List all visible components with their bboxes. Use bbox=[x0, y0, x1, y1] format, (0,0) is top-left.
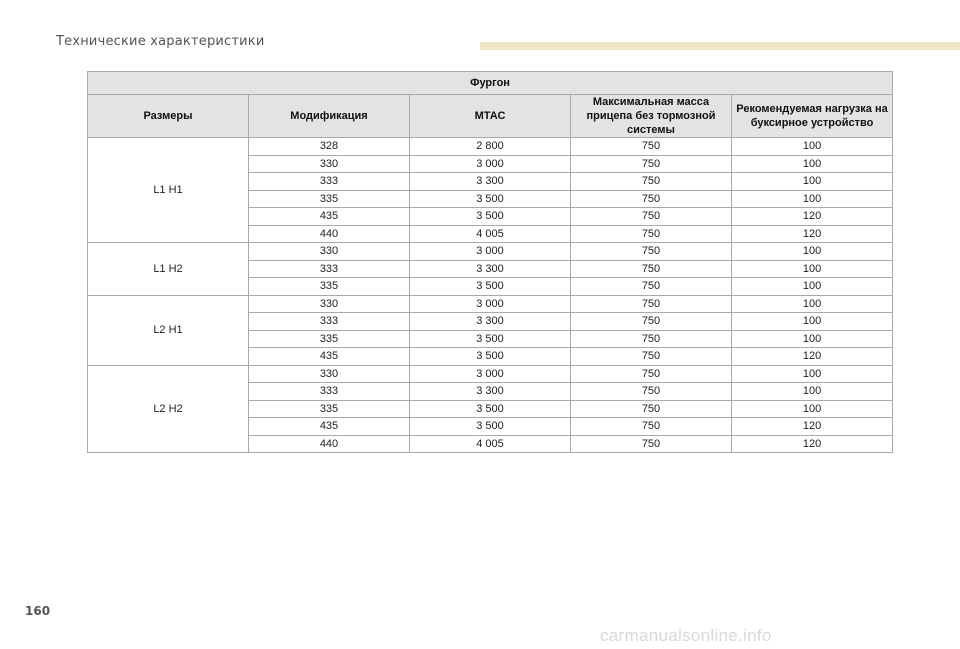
modification-cell: 330 bbox=[249, 243, 410, 261]
dimension-cell: L2 H2 bbox=[88, 365, 249, 453]
trailer-mass-cell: 750 bbox=[571, 173, 732, 191]
modification-cell: 335 bbox=[249, 400, 410, 418]
table-row bbox=[88, 295, 893, 313]
towbar-load-cell: 120 bbox=[732, 435, 893, 453]
towbar-load-cell: 100 bbox=[732, 260, 893, 278]
column-header-towbar-load: Рекомендуемая нагрузка на буксирное устройство bbox=[732, 95, 893, 138]
table-body bbox=[88, 138, 893, 453]
gvw-cell: 4 005 bbox=[410, 435, 571, 453]
modification-cell: 333 bbox=[249, 383, 410, 401]
trailer-mass-cell: 750 bbox=[571, 330, 732, 348]
gvw-cell: 3 500 bbox=[410, 208, 571, 226]
modification-cell: 333 bbox=[249, 313, 410, 331]
modification-cell: 330 bbox=[249, 155, 410, 173]
modification-cell: 330 bbox=[249, 365, 410, 383]
column-header-unbraked-trailer-mass: Максимальная масса прицепа без тормозной системы bbox=[571, 95, 732, 138]
towbar-load-cell: 100 bbox=[732, 383, 893, 401]
towbar-load-cell: 100 bbox=[732, 278, 893, 296]
gvw-cell: 3 500 bbox=[410, 278, 571, 296]
modification-cell: 335 bbox=[249, 278, 410, 296]
trailer-mass-cell: 750 bbox=[571, 155, 732, 173]
modification-cell: 335 bbox=[249, 330, 410, 348]
table-title: Фургон bbox=[88, 72, 893, 95]
trailer-mass-cell: 750 bbox=[571, 365, 732, 383]
gvw-cell: 3 000 bbox=[410, 155, 571, 173]
dimension-cell: L1 H1 bbox=[88, 138, 249, 243]
trailer-mass-cell: 750 bbox=[571, 243, 732, 261]
towbar-load-cell: 120 bbox=[732, 208, 893, 226]
trailer-mass-cell: 750 bbox=[571, 435, 732, 453]
gvw-cell: 3 000 bbox=[410, 365, 571, 383]
dimension-cell: L1 H2 bbox=[88, 243, 249, 296]
towbar-load-cell: 100 bbox=[732, 365, 893, 383]
gvw-cell: 2 800 bbox=[410, 138, 571, 156]
table-row bbox=[88, 243, 893, 261]
trailer-mass-cell: 750 bbox=[571, 260, 732, 278]
trailer-mass-cell: 750 bbox=[571, 295, 732, 313]
towbar-load-cell: 120 bbox=[732, 225, 893, 243]
gvw-cell: 3 000 bbox=[410, 295, 571, 313]
towbar-load-cell: 100 bbox=[732, 295, 893, 313]
trailer-mass-cell: 750 bbox=[571, 348, 732, 366]
modification-cell: 435 bbox=[249, 418, 410, 436]
towbar-load-cell: 100 bbox=[732, 330, 893, 348]
trailer-mass-cell: 750 bbox=[571, 208, 732, 226]
gvw-cell: 3 300 bbox=[410, 383, 571, 401]
table-row bbox=[88, 138, 893, 156]
trailer-mass-cell: 750 bbox=[571, 400, 732, 418]
modification-cell: 328 bbox=[249, 138, 410, 156]
column-header-gvw: МТАС bbox=[410, 95, 571, 138]
watermark: carmanualsonline.info bbox=[600, 626, 772, 645]
modification-cell: 435 bbox=[249, 348, 410, 366]
table-header-row bbox=[88, 95, 893, 138]
section-title: Технические характеристики bbox=[56, 34, 265, 49]
gvw-cell: 3 000 bbox=[410, 243, 571, 261]
trailer-mass-cell: 750 bbox=[571, 383, 732, 401]
modification-cell: 333 bbox=[249, 260, 410, 278]
trailer-mass-cell: 750 bbox=[571, 313, 732, 331]
header-accent-bar bbox=[480, 42, 960, 50]
modification-cell: 435 bbox=[249, 208, 410, 226]
towbar-load-cell: 100 bbox=[732, 313, 893, 331]
towbar-load-cell: 100 bbox=[732, 173, 893, 191]
towbar-load-cell: 100 bbox=[732, 138, 893, 156]
gvw-cell: 3 500 bbox=[410, 400, 571, 418]
gvw-cell: 3 300 bbox=[410, 260, 571, 278]
gvw-cell: 3 300 bbox=[410, 173, 571, 191]
modification-cell: 335 bbox=[249, 190, 410, 208]
gvw-cell: 3 300 bbox=[410, 313, 571, 331]
modification-cell: 440 bbox=[249, 435, 410, 453]
specs-table bbox=[87, 71, 893, 453]
towbar-load-cell: 100 bbox=[732, 155, 893, 173]
gvw-cell: 3 500 bbox=[410, 190, 571, 208]
trailer-mass-cell: 750 bbox=[571, 418, 732, 436]
trailer-mass-cell: 750 bbox=[571, 190, 732, 208]
gvw-cell: 4 005 bbox=[410, 225, 571, 243]
table-title-row bbox=[88, 72, 893, 95]
modification-cell: 333 bbox=[249, 173, 410, 191]
towbar-load-cell: 120 bbox=[732, 348, 893, 366]
trailer-mass-cell: 750 bbox=[571, 225, 732, 243]
towbar-load-cell: 120 bbox=[732, 418, 893, 436]
column-header-dimensions: Размеры bbox=[88, 95, 249, 138]
dimension-cell: L2 H1 bbox=[88, 295, 249, 365]
trailer-mass-cell: 750 bbox=[571, 278, 732, 296]
towbar-load-cell: 100 bbox=[732, 400, 893, 418]
gvw-cell: 3 500 bbox=[410, 330, 571, 348]
towbar-load-cell: 100 bbox=[732, 243, 893, 261]
page-number: 160 bbox=[25, 604, 51, 618]
table-row bbox=[88, 365, 893, 383]
modification-cell: 330 bbox=[249, 295, 410, 313]
gvw-cell: 3 500 bbox=[410, 418, 571, 436]
column-header-modification: Модификация bbox=[249, 95, 410, 138]
trailer-mass-cell: 750 bbox=[571, 138, 732, 156]
modification-cell: 440 bbox=[249, 225, 410, 243]
towbar-load-cell: 100 bbox=[732, 190, 893, 208]
gvw-cell: 3 500 bbox=[410, 348, 571, 366]
